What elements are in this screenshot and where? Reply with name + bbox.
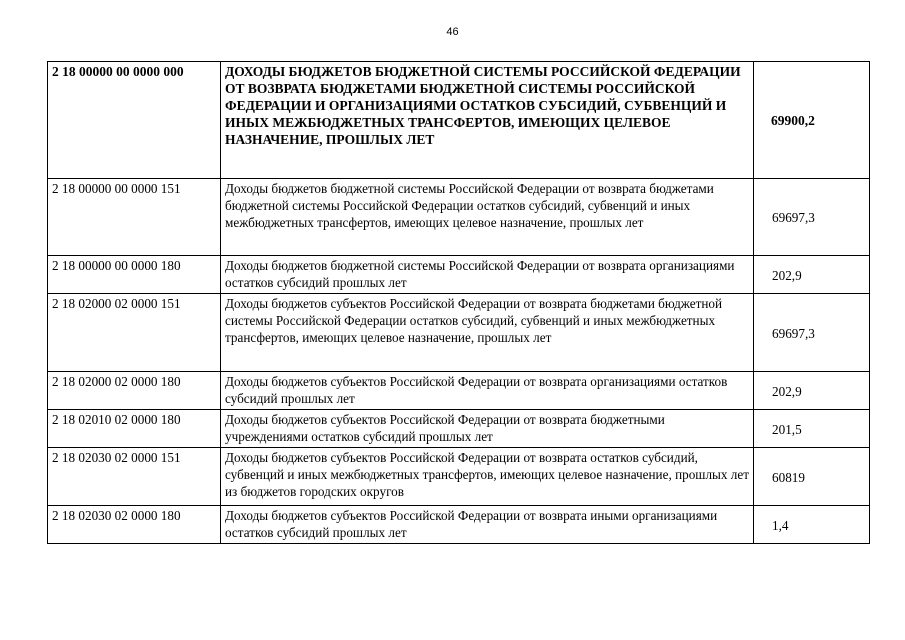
amount-cell: 202,9	[754, 256, 870, 294]
table-row	[48, 410, 870, 448]
description-cell: ДОХОДЫ БЮДЖЕТОВ БЮДЖЕТНОЙ СИСТЕМЫ РОССИЙСКОЙ ФЕДЕРАЦИИ ОТ ВОЗВРАТА БЮДЖЕТАМИ БЮДЖЕТНОЙ СИСТЕМЫ РОССИЙСКОЙ ФЕДЕРАЦИИ И ОРГАНИЗАЦИЯМИ ОСТАТКОВ СУБСИДИЙ, СУБВЕНЦИЙ И ИНЫХ МЕЖБЮДЖЕТНЫХ ТРАНСФЕРТОВ, ИМЕЮЩИХ ЦЕЛЕВОЕ НАЗНАЧЕНИЕ, ПРОШЛЫХ ЛЕТ	[221, 62, 754, 179]
budget-code-cell: 2 18 02000 02 0000 180	[48, 372, 221, 410]
budget-code-cell: 2 18 00000 00 0000 151	[48, 179, 221, 256]
budget-code-cell: 2 18 02010 02 0000 180	[48, 410, 221, 448]
description-cell: Доходы бюджетов субъектов Российской Федерации от возврата бюджетами бюджетной системы Российской Федерации остатков субсидий, субвенций и иных межбюджетных трансфертов, имеющих целевое назначение, прошлых лет	[221, 294, 754, 372]
description-cell: Доходы бюджетов субъектов Российской Федерации от возврата иными организациями остатков субсидий прошлых лет	[221, 506, 754, 544]
amount-cell: 69697,3	[754, 294, 870, 372]
budget-code-cell: 2 18 00000 00 0000 000	[48, 62, 221, 179]
description-cell: Доходы бюджетов бюджетной системы Российской Федерации от возврата организациями остатков субсидий прошлых лет	[221, 256, 754, 294]
page-number: 46	[446, 26, 459, 38]
description-cell: Доходы бюджетов бюджетной системы Российской Федерации от возврата бюджетами бюджетной системы Российской Федерации остатков субсидий, субвенций и иных межбюджетных трансфертов, имеющих целевое назначение, прошлых лет	[221, 179, 754, 256]
budget-revenue-table	[47, 61, 870, 544]
table-row	[48, 448, 870, 506]
amount-cell: 60819	[754, 448, 870, 506]
amount-cell: 1,4	[754, 506, 870, 544]
table-row	[48, 294, 870, 372]
budget-code-cell: 2 18 00000 00 0000 180	[48, 256, 221, 294]
budget-code-cell: 2 18 02030 02 0000 151	[48, 448, 221, 506]
table-row	[48, 256, 870, 294]
table-row	[48, 179, 870, 256]
amount-cell: 69697,3	[754, 179, 870, 256]
amount-cell: 69900,2	[754, 62, 870, 179]
budget-code-cell: 2 18 02030 02 0000 180	[48, 506, 221, 544]
budget-code-cell: 2 18 02000 02 0000 151	[48, 294, 221, 372]
description-cell: Доходы бюджетов субъектов Российской Федерации от возврата бюджетными учреждениями остатков субсидий прошлых лет	[221, 410, 754, 448]
table-row	[48, 506, 870, 544]
table-row	[48, 372, 870, 410]
amount-cell: 202,9	[754, 372, 870, 410]
table-row	[48, 62, 870, 179]
description-cell: Доходы бюджетов субъектов Российской Федерации от возврата остатков субсидий, субвенций и иных межбюджетных трансфертов, имеющих целевое назначение, прошлых лет из бюджетов городских округов	[221, 448, 754, 506]
amount-cell: 201,5	[754, 410, 870, 448]
description-cell: Доходы бюджетов субъектов Российской Федерации от возврата организациями остатков субсидий прошлых лет	[221, 372, 754, 410]
